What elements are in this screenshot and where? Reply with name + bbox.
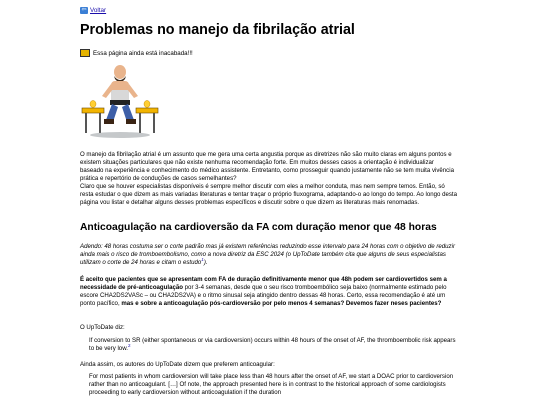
notice-text: Essa página ainda está inacabada!!! — [93, 49, 193, 57]
question-part-c: mas e sobre a anticoagulação pós-cardioversão por pelo menos 4 semanas? Devemos fazer neses pacientes? — [121, 299, 442, 307]
section-question — [80, 276, 458, 308]
uptodate-label: O UpToDate diz: — [80, 324, 125, 331]
note-end: ). — [203, 258, 208, 266]
back-link[interactable] — [80, 7, 106, 14]
quote-1-text: If conversion to SR (either spontaneous or via cardioversion) occurs within 48 hours of the onset of AF, the thromboembolic risk appears to be very low. — [89, 337, 456, 352]
reference-2-link[interactable]: 2 — [127, 342, 131, 348]
section-title: Anticoagulação na cardioversão da FA com duração menor que 48 horas — [80, 222, 437, 233]
reference-1-link[interactable]: 1 — [201, 256, 204, 262]
intro-paragraph-1: O manejo da fibrilação atrial é um assunto que me gera uma certa angustia porque as diretrizes não são muito claras em alguns pontos e existem situações particulares que não existe nenhuma recomendação forte. Em muitos desses casos a orientação é individualizar baseado na experiência e conhecimento do médico assistente. Entretanto, como prosseguir quando justamente não se tem muita vivência prática e repertório de conduções de casos semelhantes? — [80, 151, 454, 182]
uptodate-quote-2: For most patients in whom cardioversion will take place less than 48 hours after the onset of AF, we start a DOAC prior to cardioversion rather than no anticoagulant. […] Of note, the approach presented here is in contrast to the historical approach of some cardiologists proceeding to early cardioversion without anticoagulation if the duration — [89, 373, 454, 396]
back-arrow-icon: ⇦ — [81, 7, 87, 13]
construction-worker-image — [80, 60, 160, 144]
intro-paragraph-2: Claro que se houver especialistas disponíveis é sempre melhor discutir com eles a melhor conduta, mas nem sempre temos. Então, só resta estudar o que dizem as mais variadas literaturas e tentar traçar o próprio fluxograma, adaptando-o ao longo do tempo. Ao longo desta página vou listar e detalhar alguns desses problemas específicos e discutir sobre o que dizem as literaturas mais renomadas. — [80, 183, 458, 206]
page-title: Problemas no manejo da fibrilação atrial — [80, 22, 355, 38]
note-text: Adendo: 48 horas costuma ser o corte padrão mas já existem referências reduzindo esse intervalo para 24 horas com o objetivo de reduzir ainda mais o risco de tromboembolismo, como a nova diretriz da ESC 2024 (o UpToDate também cita que alguns de seus especialistas utilizam o corte de 24 horas e citam o estudo — [80, 243, 455, 266]
ainda-label: Ainda assim, os autores do UpToDate dizem que preferem anticoagular: — [80, 361, 275, 368]
under-construction-notice — [80, 49, 193, 57]
section-note — [80, 243, 458, 267]
back-link-label: Voltar — [90, 7, 107, 14]
uptodate-quote-1 — [89, 337, 457, 353]
question-part-a: É aceito que pacientes que se apresentam com FA de duração definitivamente menor que 48h podem ser cardiovertidos sem a necessidade de pré-anticoagulação — [80, 276, 447, 291]
question-part-b: por 3-4 semanas, desde que o seu risco tromboembólico seja baixo (normalmente estimado pelo escore CHA2DS2VASc – ou CHA2DS2VA) e o ritmo sinusal seja atingido dentro dessas 48 horas. Certo, essa recomendação é até um ponto pacífico, — [80, 283, 447, 307]
construction-icon — [80, 49, 90, 57]
